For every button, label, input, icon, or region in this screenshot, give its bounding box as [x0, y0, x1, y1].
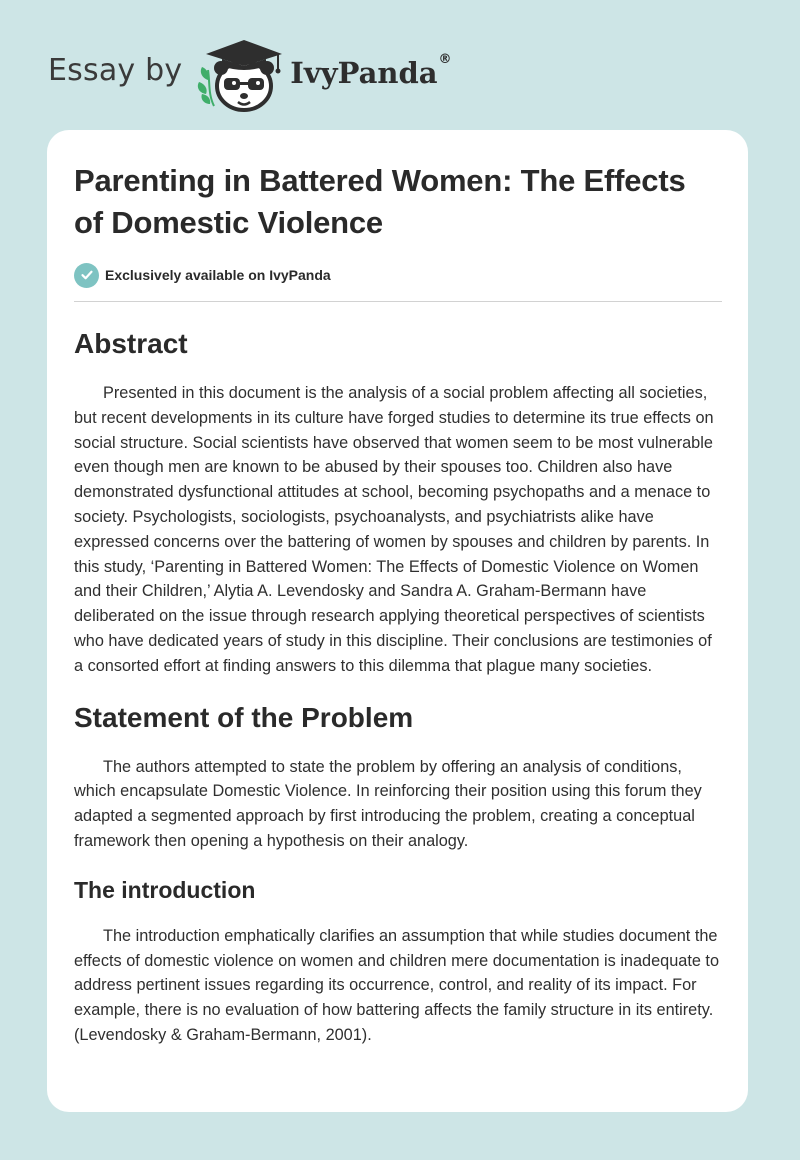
- registered-mark: ®: [438, 52, 452, 67]
- section-heading-introduction: The introduction: [74, 876, 256, 903]
- ivy-leaf-icon: [201, 67, 209, 80]
- section-body-statement: The authors attempted to state the problem by offering an analysis of conditions, which encapsulate Domestic Violence. In reinforcing their position using this forum they adapted a segmented approach by first introducing the problem, creating a conceptual framework then opening a hypothesis on their analogy.: [74, 757, 702, 850]
- section-body-abstract: Presented in this document is the analysis of a social problem affecting all societies, but recent developments in its culture have forged studies to determine its true effects on social structure. Social scientists have observed that women seem to be most vulnerable even though men are known to be abused by their spouses too. Children also have demonstrated dysfunctional attitudes at school, becoming psychopaths and a menace to society. Psychologists, sociologists, psychoanalysts, and psychiatrists alike have expressed concerns over the battering of women by spouses and children by parents. In this study, ‘Parenting in Battered Women: The Effects of Domestic Violence on Women and their Children,’ Alytia A. Levendosky and Sandra A. Graham-Bermann have deliberated on the issue through research applying theoretical perspectives of scientists who have dedicated years of study in this discipline. Their conclusions are testimonies of a consorted effort at finding answers to this dilemma that plague many societies.: [74, 384, 714, 675]
- essay-by-label: Essay by: [48, 52, 183, 88]
- page-title: Parenting in Battered Women: The Effects of Domestic Violence: [74, 163, 686, 240]
- site-header: [48, 34, 452, 114]
- panda-graduate-logo-icon[interactable]: [194, 34, 286, 114]
- section-heading-statement: Statement of the Problem: [74, 701, 414, 733]
- exclusive-badge-label: Exclusively available on IvyPanda: [105, 267, 331, 283]
- section-heading-abstract: Abstract: [74, 328, 188, 359]
- brand-name[interactable]: IvyPanda®: [290, 52, 452, 90]
- divider: [74, 301, 722, 302]
- exclusive-badge: [74, 261, 722, 289]
- check-icon: [74, 263, 99, 288]
- essay-card: [47, 130, 748, 1112]
- section-body-introduction: The introduction emphatically clarifies an assumption that while studies document the effects of domestic violence on women and children mere documentation is inadequate to address pertinent issues regarding its occurrence, control, and reality of its impact. For example, there is no evaluation of how battering affects the family structure in its entirety. (Levendosky & Graham-Bermann, 2001).: [74, 926, 720, 1044]
